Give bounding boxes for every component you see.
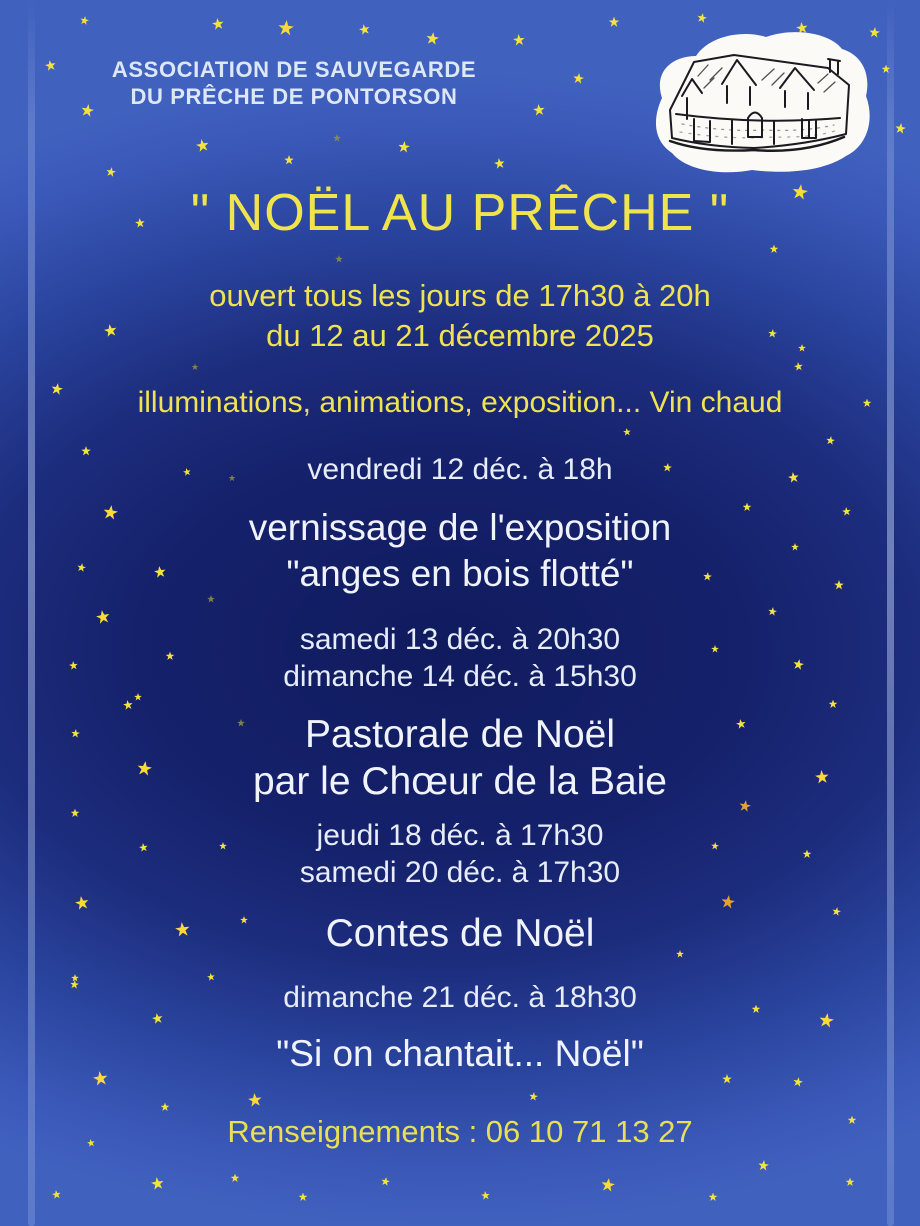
tagline: illuminations, animations, exposition... Vin chaud bbox=[137, 386, 783, 419]
star-icon bbox=[247, 1092, 262, 1107]
association-line2: DU PRÊCHE DE PONTORSON bbox=[130, 84, 458, 109]
star-icon bbox=[211, 17, 225, 31]
event1-date bbox=[0, 451, 920, 488]
star-icon bbox=[79, 15, 89, 25]
star-icon bbox=[397, 140, 410, 153]
event2-date-line1: samedi 13 déc. à 20h30 bbox=[299, 623, 621, 656]
event3-title-line1: Contes de Noël bbox=[325, 912, 595, 955]
event1-title bbox=[0, 505, 920, 597]
event1-title-line1: vernissage de l'exposition bbox=[248, 507, 672, 548]
star-icon bbox=[194, 137, 209, 152]
opening-hours bbox=[0, 276, 920, 356]
event3-date-line1: jeudi 18 déc. à 17h30 bbox=[316, 819, 604, 852]
event2-title-line2: par le Chœur de la Baie bbox=[252, 760, 668, 803]
star-icon bbox=[846, 1178, 855, 1187]
star-icon bbox=[299, 1193, 308, 1202]
star-icon bbox=[767, 606, 777, 616]
event3-title bbox=[0, 911, 920, 957]
star-icon bbox=[528, 1091, 538, 1101]
event4-title-line1: "Si on chantait... Noël" bbox=[276, 1033, 644, 1074]
star-icon bbox=[512, 33, 525, 46]
association-name bbox=[0, 56, 588, 110]
event4-title bbox=[0, 1031, 920, 1077]
star-icon bbox=[623, 428, 632, 437]
event3-dates bbox=[0, 817, 920, 891]
star-icon bbox=[493, 157, 505, 169]
star-icon bbox=[793, 361, 803, 371]
star-icon bbox=[74, 895, 90, 911]
association-line1: ASSOCIATION DE SAUVEGARDE bbox=[111, 57, 477, 82]
star-icon bbox=[357, 22, 370, 35]
star-icon bbox=[284, 155, 294, 165]
star-icon bbox=[335, 255, 343, 263]
star-icon bbox=[231, 1174, 240, 1183]
star-icon bbox=[720, 894, 736, 910]
star-icon bbox=[192, 364, 199, 371]
event1-date-line1: vendredi 12 déc. à 18h bbox=[307, 453, 613, 486]
star-icon bbox=[333, 134, 341, 142]
opening-hours-line1: ouvert tous les jours de 17h30 à 20h bbox=[209, 278, 711, 313]
star-icon bbox=[709, 1193, 718, 1202]
event2-title bbox=[0, 711, 920, 805]
star-icon bbox=[122, 699, 133, 710]
star-icon bbox=[380, 1176, 390, 1186]
event4-date-line1: dimanche 21 déc. à 18h30 bbox=[283, 981, 637, 1014]
star-icon bbox=[882, 65, 891, 74]
church-sketch-icon bbox=[634, 22, 874, 178]
poster-title: " NOËL AU PRÊCHE " bbox=[190, 184, 730, 242]
star-icon bbox=[161, 1103, 170, 1112]
event4-date bbox=[0, 979, 920, 1016]
event1-title-line2: "anges en bois flotté" bbox=[286, 553, 634, 594]
star-icon bbox=[757, 1159, 769, 1171]
event2-date-line2: dimanche 14 déc. à 15h30 bbox=[283, 660, 637, 693]
star-icon bbox=[770, 245, 779, 254]
star-icon bbox=[894, 122, 906, 134]
star-icon bbox=[425, 31, 440, 46]
event3-date-line2: samedi 20 déc. à 17h30 bbox=[299, 856, 621, 889]
star-icon bbox=[480, 1190, 490, 1200]
star-icon bbox=[600, 1177, 616, 1193]
star-icon bbox=[829, 700, 838, 709]
event2-title-line1: Pastorale de Noël bbox=[304, 713, 616, 756]
contact-info: Renseignements : 06 10 71 13 27 bbox=[227, 1114, 693, 1149]
star-icon bbox=[825, 435, 835, 445]
star-icon bbox=[609, 17, 620, 28]
opening-hours-line2: du 12 au 21 décembre 2025 bbox=[266, 318, 654, 353]
star-icon bbox=[150, 1176, 165, 1191]
event2-dates bbox=[0, 621, 920, 695]
star-icon bbox=[792, 1076, 804, 1088]
star-icon bbox=[51, 1189, 61, 1199]
star-icon bbox=[105, 166, 117, 178]
star-icon bbox=[277, 19, 294, 36]
